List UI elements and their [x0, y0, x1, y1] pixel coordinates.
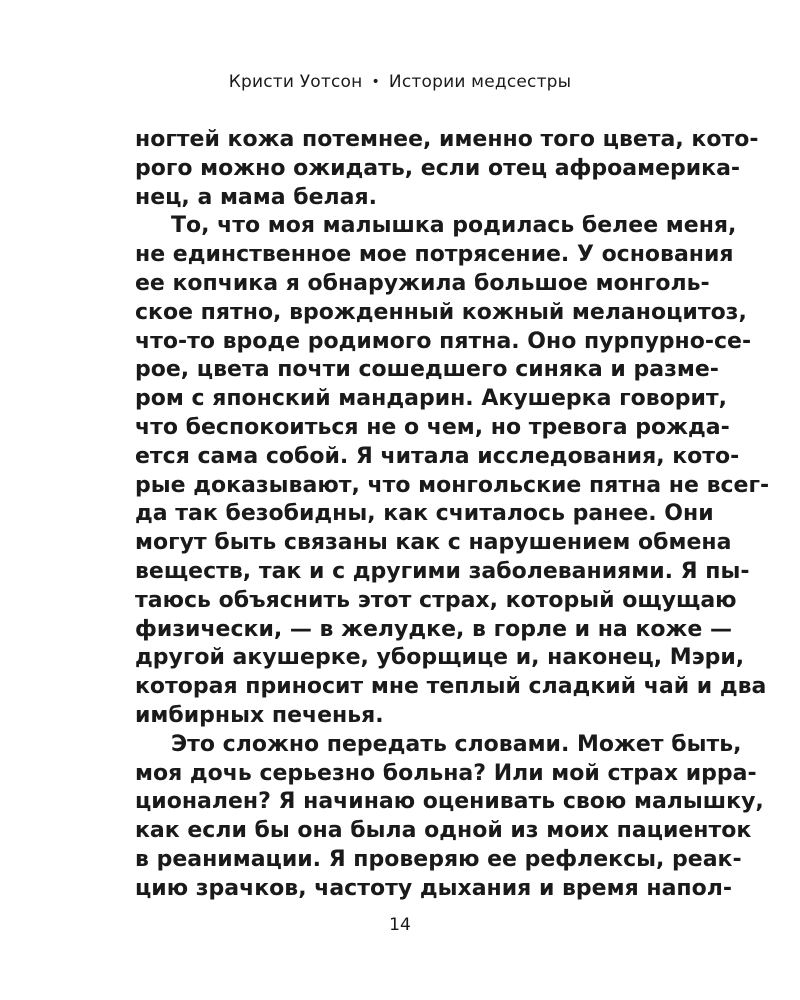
text-line: как если бы она была одной из моих пациенток — [135, 818, 752, 844]
header-author: Кристи Уотсон — [228, 72, 363, 92]
text-line: в реанимации. Я проверяю ее рефлексы, реак- — [135, 846, 742, 872]
running-header — [0, 72, 800, 92]
page-number: 14 — [389, 915, 411, 935]
text-line: ее копчика я обнаружила большое монголь- — [135, 270, 710, 296]
text-line: что-то вроде родимого пятна. Оно пурпурно-се- — [135, 328, 752, 354]
text-line: рые доказывают, что монгольские пятна не всег- — [135, 472, 770, 498]
text-line: ногтей кожа потемнее, именно того цвета, кото- — [135, 127, 759, 152]
text-line: могут быть связаны как с нарушением обмена — [135, 530, 732, 556]
text-line: нец, а мама белая. — [135, 184, 377, 210]
text-line: То, что моя малышка родилась белее меня, — [171, 213, 737, 239]
text-line: другой акушерке, уборщице и, наконец, Мэри, — [135, 645, 745, 671]
text-line: цию зрачков, частоту дыхания и время напол- — [135, 875, 732, 901]
text-line: рое, цвета почти сошедшего синяка и разме- — [135, 357, 719, 383]
text-line: таюсь объяснить этот страх, который ощущаю — [135, 587, 737, 613]
text-line: ется сама собой. Я читала исследования, кото- — [135, 443, 740, 469]
header-book-title: Истории медсестры — [388, 72, 572, 92]
text-line: что беспокоиться не о чем, но тревога рожда- — [135, 414, 730, 440]
text-line: рого можно ожидать, если отец афроамерика- — [135, 155, 741, 181]
text-line: физически, — в желудке, в горле и на коже — — [135, 616, 732, 642]
text-line: ское пятно, врожденный кожный меланоцитоз, — [135, 299, 747, 325]
text-line: да так безобидны, как считалось ранее. Они — [135, 501, 714, 527]
text-line: ром с японский мандарин. Акушерка говорит, — [135, 386, 728, 412]
text-line: имбирных печенья. — [135, 702, 384, 728]
body-text — [135, 126, 770, 904]
text-line: Это сложно передать словами. Может быть, — [171, 731, 742, 757]
text-line: не единственное мое потрясение. У основания — [135, 242, 734, 268]
header-separator: • — [371, 74, 380, 90]
text-line: которая приносит мне теплый сладкий чай и два — [135, 674, 767, 700]
text-line: ционален? Я начинаю оценивать свою малышку, — [135, 789, 764, 815]
text-line: моя дочь серьезно больна? Или мой страх ирра- — [135, 760, 757, 786]
text-line: веществ, так и с другими заболеваниями. Я пы- — [135, 558, 750, 584]
